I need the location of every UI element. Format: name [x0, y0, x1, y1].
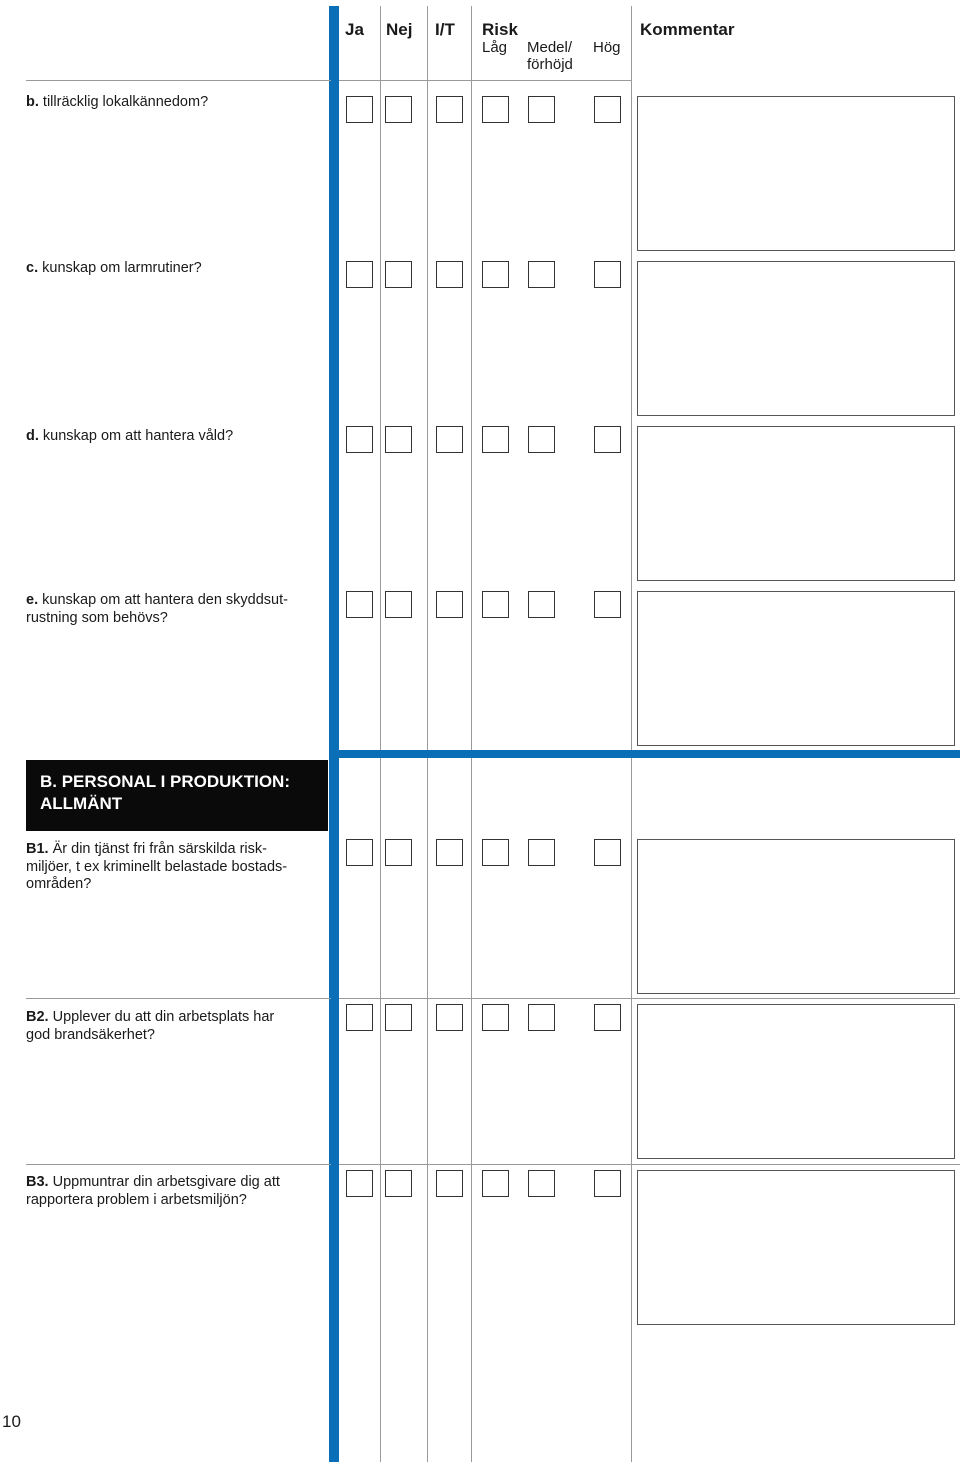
comment-box-b1[interactable]: [637, 839, 955, 994]
column-divider-nej-it: [427, 6, 428, 1462]
question-d: d. kunskap om att hantera våld?: [26, 428, 234, 444]
section-blue-rule: [339, 750, 960, 758]
checkbox-b1-lag[interactable]: [482, 839, 509, 866]
row-rule-b1: [26, 998, 331, 999]
checkbox-b-lag[interactable]: [482, 96, 509, 123]
checkbox-b-it[interactable]: [436, 96, 463, 123]
checkbox-e-medel[interactable]: [528, 591, 555, 618]
checkbox-b3-nej[interactable]: [385, 1170, 412, 1197]
question-e: e. kunskap om att hantera den skyddsut- rustning som behövs?: [26, 592, 288, 626]
checkbox-b1-hog[interactable]: [594, 839, 621, 866]
header-it: I/T: [435, 20, 455, 39]
checkbox-b2-hog[interactable]: [594, 1004, 621, 1031]
column-divider-risk-kommentar: [631, 6, 632, 1462]
header-lag: Låg: [482, 39, 508, 56]
comment-box-b[interactable]: [637, 96, 955, 251]
checkbox-b1-medel[interactable]: [528, 839, 555, 866]
comment-box-b3[interactable]: [637, 1170, 955, 1325]
checkbox-c-medel[interactable]: [528, 261, 555, 288]
section-heading-b: B. PERSONAL I PRODUKTION: ALLMÄNT: [26, 760, 328, 831]
checkbox-b1-it[interactable]: [436, 839, 463, 866]
checkbox-c-nej[interactable]: [385, 261, 412, 288]
question-b3: B3. Uppmuntrar din arbetsgivare dig att rapportera problem i arbetsmiljön?: [26, 1174, 280, 1208]
column-divider-it-risk: [471, 6, 472, 1462]
checkbox-d-medel[interactable]: [528, 426, 555, 453]
row-rule-b2-right: [339, 1164, 960, 1165]
checkbox-b-hog[interactable]: [594, 96, 621, 123]
header-rule-left: [26, 80, 331, 81]
checkbox-b3-medel[interactable]: [528, 1170, 555, 1197]
checkbox-b2-nej[interactable]: [385, 1004, 412, 1031]
checkbox-b-medel[interactable]: [528, 96, 555, 123]
page-number: 10: [2, 1412, 21, 1431]
checkbox-d-hog[interactable]: [594, 426, 621, 453]
header-medel: Medel/: [527, 39, 573, 56]
column-divider-ja-nej: [380, 6, 381, 1462]
header-nej: Nej: [386, 20, 413, 39]
row-rule-b2: [26, 1164, 331, 1165]
checkbox-b2-medel[interactable]: [528, 1004, 555, 1031]
checkbox-c-it[interactable]: [436, 261, 463, 288]
comment-box-e[interactable]: [637, 591, 955, 746]
checkbox-b1-nej[interactable]: [385, 839, 412, 866]
checkbox-b1-ja[interactable]: [346, 839, 373, 866]
checkbox-e-nej[interactable]: [385, 591, 412, 618]
checkbox-d-it[interactable]: [436, 426, 463, 453]
checkbox-c-hog[interactable]: [594, 261, 621, 288]
checkbox-c-lag[interactable]: [482, 261, 509, 288]
checkbox-e-ja[interactable]: [346, 591, 373, 618]
checkbox-b3-it[interactable]: [436, 1170, 463, 1197]
question-b2: B2. Upplever du att din arbetsplats har god brandsäkerhet?: [26, 1009, 275, 1043]
question-b1: B1. Är din tjänst fri från särskilda risk- miljöer, t ex kriminellt belastade bostads- områden?: [26, 841, 288, 892]
row-rule-b1-right: [339, 998, 960, 999]
comment-box-d[interactable]: [637, 426, 955, 581]
header-kommentar: Kommentar: [640, 20, 735, 39]
checkbox-d-lag[interactable]: [482, 426, 509, 453]
header-risk: Risk: [482, 20, 518, 39]
header-forhojd: förhöjd: [527, 56, 573, 73]
checkbox-b3-hog[interactable]: [594, 1170, 621, 1197]
checkbox-c-ja[interactable]: [346, 261, 373, 288]
checkbox-b3-lag[interactable]: [482, 1170, 509, 1197]
checkbox-d-ja[interactable]: [346, 426, 373, 453]
checkbox-b2-it[interactable]: [436, 1004, 463, 1031]
checkbox-b2-ja[interactable]: [346, 1004, 373, 1031]
checkbox-e-hog[interactable]: [594, 591, 621, 618]
checkbox-b3-ja[interactable]: [346, 1170, 373, 1197]
comment-box-c[interactable]: [637, 261, 955, 416]
checkbox-b-ja[interactable]: [346, 96, 373, 123]
left-blue-rule: [329, 6, 339, 1462]
checkbox-b-nej[interactable]: [385, 96, 412, 123]
checkbox-b2-lag[interactable]: [482, 1004, 509, 1031]
header-ja: Ja: [345, 20, 364, 39]
header-hog: Hög: [593, 39, 621, 56]
question-b: b. tillräcklig lokalkännedom?: [26, 94, 209, 110]
checkbox-e-it[interactable]: [436, 591, 463, 618]
question-c: c. kunskap om larmrutiner?: [26, 260, 202, 276]
checkbox-e-lag[interactable]: [482, 591, 509, 618]
header-rule-right: [339, 80, 631, 81]
checkbox-d-nej[interactable]: [385, 426, 412, 453]
comment-box-b2[interactable]: [637, 1004, 955, 1159]
